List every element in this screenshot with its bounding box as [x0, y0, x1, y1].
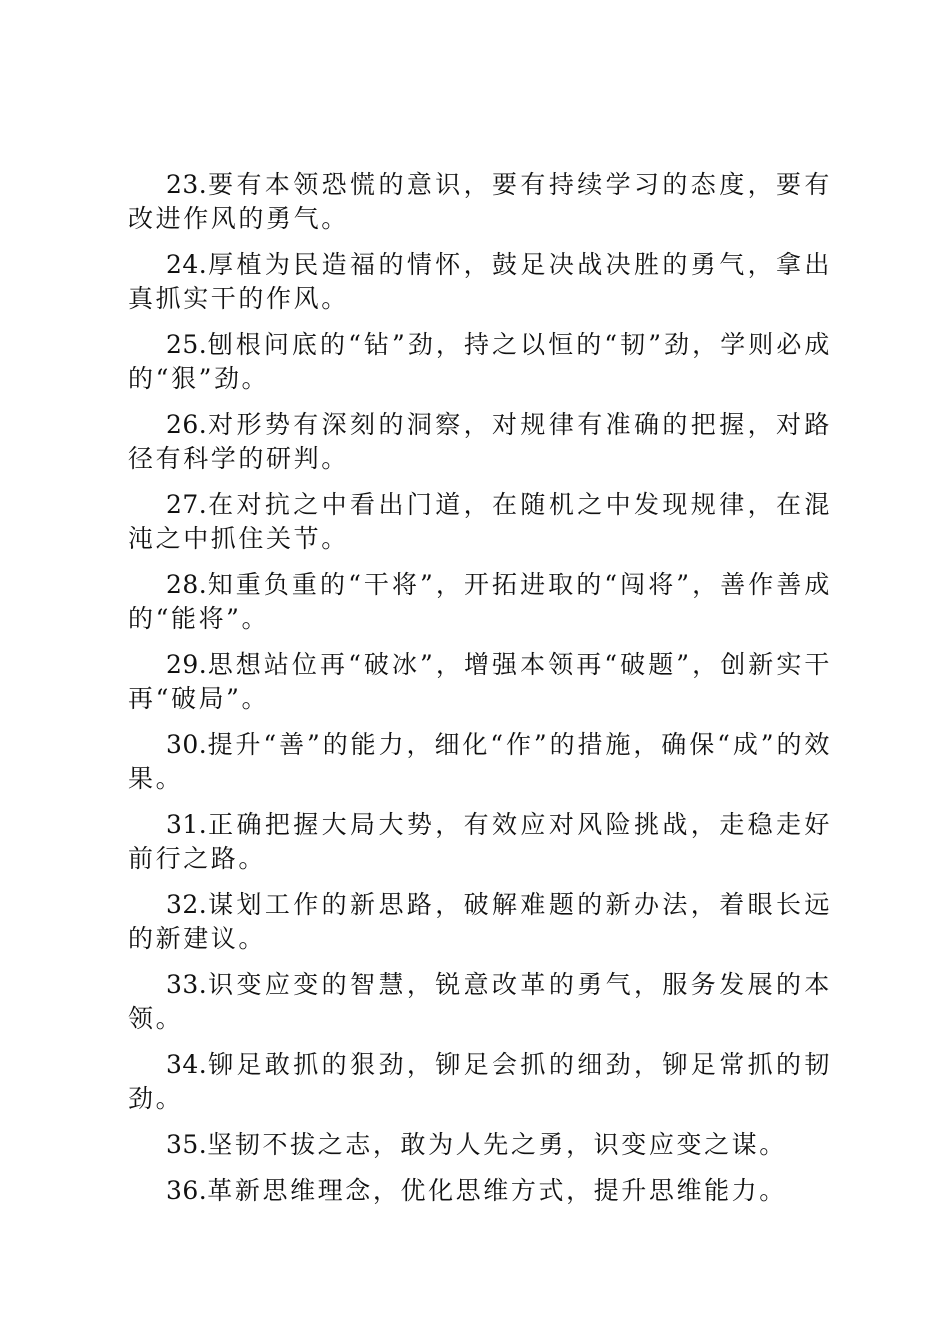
- list-item: [128, 968, 832, 1036]
- item-number: 23.: [166, 170, 208, 199]
- list-item: [128, 248, 832, 316]
- item-number: 30.: [166, 730, 208, 759]
- item-number: 28.: [166, 570, 208, 599]
- document-body: [128, 168, 832, 1208]
- item-text: 革新思维理念，优化思维方式，提升思维能力。: [207, 1176, 787, 1205]
- item-text: 厚植为民造福的情怀，鼓足决战决胜的勇气，拿出真抓实干的作风。: [128, 250, 832, 313]
- item-text: 知重负重的“干将”，开拓进取的“闯将”，善作善成的“能将”。: [128, 570, 832, 633]
- item-text: 提升“善”的能力，细化“作”的措施，确保“成”的效果。: [128, 730, 832, 793]
- item-number: 25.: [166, 330, 208, 359]
- item-number: 36.: [166, 1176, 208, 1205]
- item-text: 铆足敢抓的狠劲，铆足会抓的细劲，铆足常抓的韧劲。: [128, 1050, 832, 1113]
- item-text: 要有本领恐慌的意识，要有持续学习的态度，要有改进作风的勇气。: [128, 170, 832, 233]
- list-item: [128, 1128, 832, 1162]
- item-number: 31.: [166, 810, 208, 839]
- list-item: [128, 888, 832, 956]
- item-number: 26.: [166, 410, 208, 439]
- item-text: 坚韧不拔之志，敢为人先之勇，识变应变之谋。: [207, 1130, 787, 1159]
- list-item: [128, 408, 832, 476]
- item-number: 33.: [166, 970, 208, 999]
- item-number: 35.: [166, 1130, 208, 1159]
- list-item: [128, 808, 832, 876]
- item-number: 34.: [166, 1050, 208, 1079]
- item-text: 正确把握大局大势，有效应对风险挑战，走稳走好前行之路。: [128, 810, 832, 873]
- list-item: [128, 648, 832, 716]
- item-number: 24.: [166, 250, 208, 279]
- item-text: 在对抗之中看出门道，在随机之中发现规律，在混沌之中抓住关节。: [128, 490, 832, 553]
- list-item: [128, 728, 832, 796]
- item-text: 谋划工作的新思路，破解难题的新办法，着眼长远的新建议。: [128, 890, 832, 953]
- list-item: [128, 168, 832, 236]
- item-text: 对形势有深刻的洞察，对规律有准确的把握，对路径有科学的研判。: [128, 410, 832, 473]
- item-number: 32.: [166, 890, 208, 919]
- item-number: 29.: [166, 650, 208, 679]
- item-number: 27.: [166, 490, 208, 519]
- item-text: 刨根问底的“钻”劲，持之以恒的“韧”劲，学则必成的“狠”劲。: [128, 330, 832, 393]
- item-text: 思想站位再“破冰”，增强本领再“破题”，创新实干再“破局”。: [128, 650, 832, 713]
- list-item: [128, 488, 832, 556]
- item-text: 识变应变的智慧，锐意改革的勇气，服务发展的本领。: [128, 970, 832, 1033]
- list-item: [128, 568, 832, 636]
- list-item: [128, 1048, 832, 1116]
- list-item: [128, 328, 832, 396]
- list-item: [128, 1174, 832, 1208]
